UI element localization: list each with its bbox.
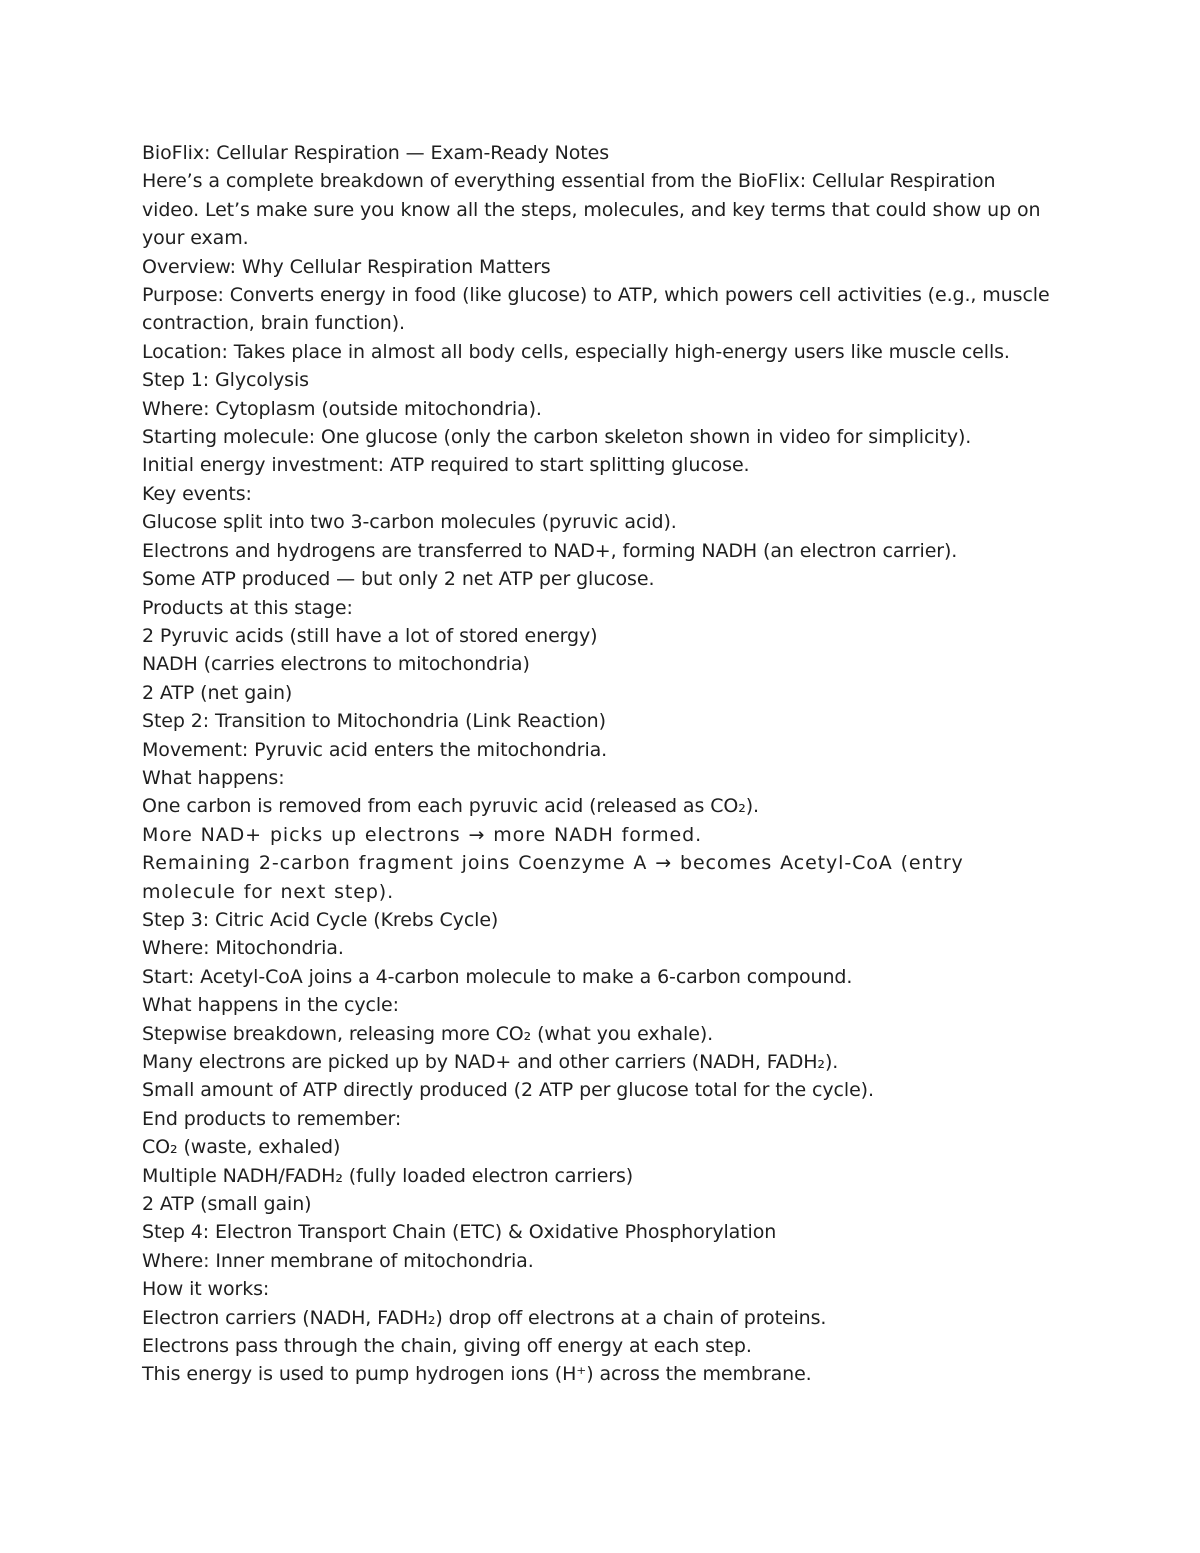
text-line: Many electrons are picked up by NAD+ and other carriers (NADH, FADH₂). bbox=[142, 1051, 839, 1073]
section-heading-overview: Overview: Why Cellular Respiration Matters bbox=[142, 255, 551, 278]
text-line: Purpose: Converts energy in food (like glucose) to ATP, which powers cell activities (e.g., muscle contraction, brain function). bbox=[142, 284, 1050, 335]
text-line: Initial energy investment: ATP required to start splitting glucose. bbox=[142, 454, 750, 477]
text-line: What happens: bbox=[142, 766, 285, 789]
text-line: Where: Cytoplasm (outside mitochondria). bbox=[142, 397, 542, 420]
text-line: Electrons and hydrogens are transferred to NAD+, forming NADH (an electron carrier). bbox=[142, 539, 958, 562]
text-line: End products to remember: bbox=[142, 1107, 402, 1130]
text-line: Key events: bbox=[142, 482, 252, 505]
section-heading-step-4: Step 4: Electron Transport Chain (ETC) & Oxidative Phosphorylation bbox=[142, 1221, 777, 1244]
section-heading-step-1: Step 1: Glycolysis bbox=[142, 369, 309, 392]
text-line: Some ATP produced — but only 2 net ATP per glucose. bbox=[142, 568, 655, 591]
text-line: What happens in the cycle: bbox=[142, 994, 399, 1017]
text-line: How it works: bbox=[142, 1278, 270, 1301]
text-line: 2 ATP (small gain) bbox=[142, 1193, 312, 1216]
text-line: Where: Inner membrane of mitochondria. bbox=[142, 1249, 534, 1272]
intro-paragraph: Here’s a complete breakdown of everything essential from the BioFlix: Cellular Respiration video. Let’s make sure you know all the steps, molecules, and key terms that could show up on your exam. bbox=[142, 170, 1041, 250]
text-line: Stepwise breakdown, releasing more CO₂ (what you exhale). bbox=[142, 1022, 714, 1045]
text-line: Glucose split into two 3-carbon molecules (pyruvic acid). bbox=[142, 511, 677, 534]
text-line: Where: Mitochondria. bbox=[142, 937, 344, 960]
section-heading-step-3: Step 3: Citric Acid Cycle (Krebs Cycle) bbox=[142, 908, 499, 931]
document-title: BioFlix: Cellular Respiration — Exam-Ready Notes bbox=[142, 142, 609, 164]
text-line: Electron carriers (NADH, FADH₂) drop off electrons at a chain of proteins. bbox=[142, 1306, 827, 1329]
text-line: Multiple NADH/FADH₂ (fully loaded electron carriers) bbox=[142, 1164, 634, 1187]
text-line: 2 Pyruvic acids (still have a lot of stored energy) bbox=[142, 624, 598, 647]
text-line: Location: Takes place in almost all body cells, especially high-energy users like muscle cells. bbox=[142, 340, 1010, 363]
text-line: Starting molecule: One glucose (only the carbon skeleton shown in video for simplicity). bbox=[142, 426, 972, 449]
text-line: This energy is used to pump hydrogen ions (H⁺) across the membrane. bbox=[142, 1363, 812, 1386]
text-line: Small amount of ATP directly produced (2 ATP per glucose total for the cycle). bbox=[142, 1079, 874, 1102]
text-line: NADH (carries electrons to mitochondria) bbox=[142, 653, 530, 676]
text-line: One carbon is removed from each pyruvic acid (released as CO₂). bbox=[142, 795, 759, 818]
text-line: Start: Acetyl-CoA joins a 4-carbon molecule to make a 6-carbon compound. bbox=[142, 965, 853, 988]
text-line: Remaining 2-carbon fragment joins Coenzyme A → becomes Acetyl-CoA (entry molecule for next step). bbox=[142, 852, 964, 903]
text-line: More NAD+ picks up electrons → more NADH formed. bbox=[142, 823, 703, 846]
text-line: 2 ATP (net gain) bbox=[142, 681, 293, 704]
text-line: Electrons pass through the chain, giving off energy at each step. bbox=[142, 1335, 752, 1358]
text-line: Movement: Pyruvic acid enters the mitochondria. bbox=[142, 738, 608, 761]
document-body bbox=[142, 139, 1057, 1389]
text-line: Products at this stage: bbox=[142, 596, 353, 619]
section-heading-step-2: Step 2: Transition to Mitochondria (Link Reaction) bbox=[142, 710, 606, 733]
text-line: CO₂ (waste, exhaled) bbox=[142, 1136, 341, 1159]
